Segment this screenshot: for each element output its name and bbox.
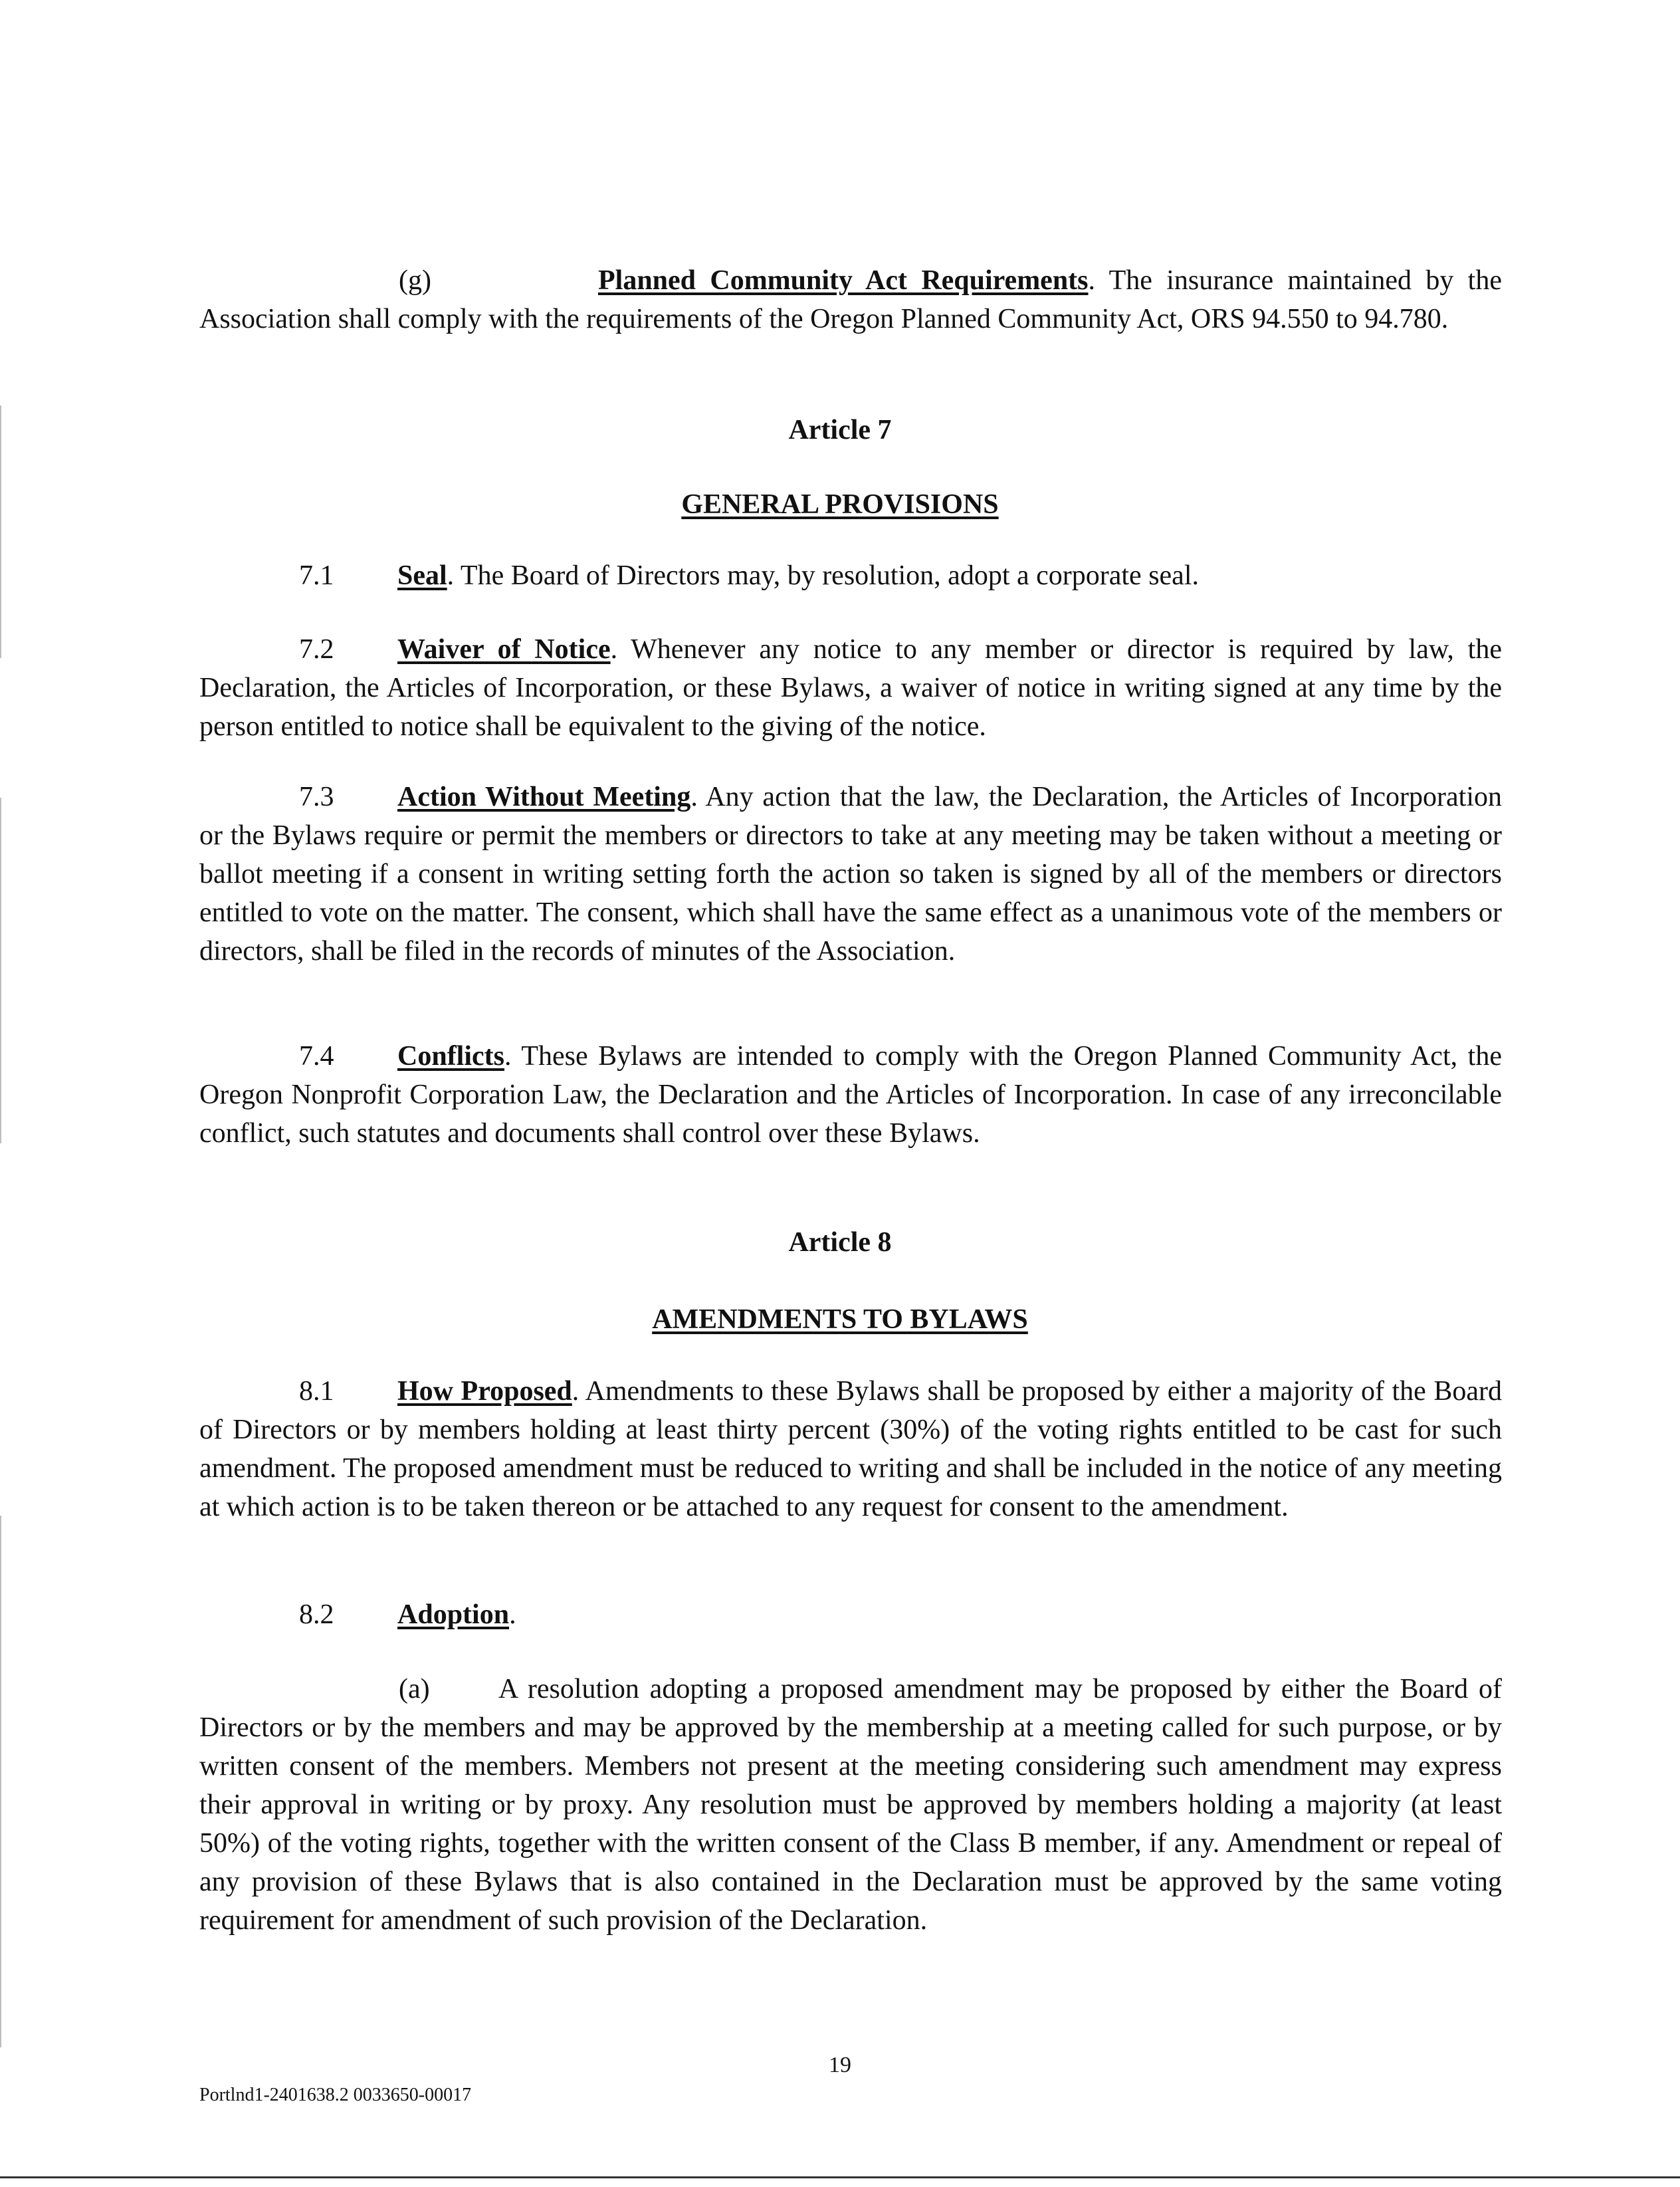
paragraph-g: (g) Planned Community Act Requirements. The insurance maintained by the Association shall comply with the requirements of the Oregon Planned Community Act, ORS 94.550 to 94.780. <box>199 261 1502 338</box>
paragraph-label: (a) <box>399 1674 430 1704</box>
page-number: 19 <box>829 2053 851 2077</box>
section-7-2: 7.2 Waiver of Notice. Whenever any notice to any member or director is required by law, the Declaration, the Articles of Incorporation, or these Bylaws, a waiver of notice in writing signed at any time by the person entitled to notice shall be equivalent to the giving of the notice. <box>199 630 1502 746</box>
section-number: 7.4 <box>299 1041 334 1072</box>
section-heading: Conflicts <box>397 1041 504 1072</box>
scan-edge-mark <box>0 798 1 1143</box>
section-body: These Bylaws are intended to comply with the Oregon Planned Community Act, the Oregon Nonprofit Corporation Law, the Declaration and the Articles of Incorporation. In case of any irreconcilable conflict, such statutes and documents shall control over these Bylaws. <box>199 1041 1502 1149</box>
section-heading: Action Without Meeting <box>397 782 691 812</box>
section-number: 8.2 <box>299 1599 334 1630</box>
section-body: Whenever any notice to any member or director is required by law, the Declaration, the Articles of Incorporation, or these Bylaws, a waiver of notice in writing signed at any time by the person entitled to notice shall be equivalent to the giving of the notice. <box>199 634 1502 742</box>
section-number: 7.1 <box>299 560 334 591</box>
bottom-rule <box>0 2176 1680 2178</box>
section-heading: Adoption <box>397 1599 510 1630</box>
section-7-3: 7.3 Action Without Meeting. Any action that the law, the Declaration, the Articles of Incorporation or the Bylaws require or permit the members or directors to take at any meeting may be taken without a meeting or ballot meeting if a consent in writing setting forth the action so taken is signed by all of the members or directors entitled to vote on the matter. The consent, which shall have the same effect as a unanimous vote of the members or directors, shall be filed in the records of minutes of the Association. <box>199 778 1502 971</box>
section-7-4: 7.4 Conflicts. These Bylaws are intended to comply with the Oregon Planned Community Act, the Oregon Nonprofit Corporation Law, the Declaration and the Articles of Incorporation. In case of any irreconcilable conflict, such statutes and documents shall control over these Bylaws. <box>199 1037 1502 1153</box>
section-7-1: 7.1 Seal. The Board of Directors may, by resolution, adopt a corporate seal. <box>199 556 1502 595</box>
article-8-title: Article 8 <box>788 1227 892 1258</box>
section-8-1: 8.1 How Proposed. Amendments to these Bylaws shall be proposed by either a majority of the Board of Directors or by members holding at least thirty percent (30%) of the voting rights entitled to be cast for such amendment. The proposed amendment must be reduced to writing and shall be included in the notice of any meeting at which action is to be taken thereon or be attached to any request for consent to the amendment. <box>199 1372 1502 1526</box>
article-7-subtitle: GENERAL PROVISIONS <box>681 489 999 520</box>
paragraph-label: (g) <box>399 265 431 296</box>
section-heading: Waiver of Notice <box>397 634 611 665</box>
section-body: Amendments to these Bylaws shall be proposed by either a majority of the Board of Directors or by members holding at least thirty percent (30%) of the voting rights entitled to be cast for such amendment. The proposed amendment must be reduced to writing and shall be included in the notice of any meeting at which action is to be taken thereon or be attached to any request for consent to the amendment. <box>199 1376 1502 1522</box>
section-8-2: 8.2 Adoption. <box>199 1595 1502 1634</box>
document-id: Portlnd1-2401638.2 0033650-00017 <box>199 2085 472 2105</box>
section-body: The Board of Directors may, by resolution, adopt a corporate seal. <box>460 560 1199 591</box>
section-body: Any action that the law, the Declaration, the Articles of Incorporation or the Bylaws require or permit the members or directors to take at any meeting may be taken without a meeting or ballot meeting if a consent in writing setting forth the action so taken is signed by all of the members or directors entitled to vote on the matter. The consent, which shall have the same effect as a unanimous vote of the members or directors, shall be filed in the records of minutes of the Association. <box>199 782 1503 967</box>
article-7-title: Article 7 <box>788 415 892 445</box>
section-number: 7.3 <box>299 782 334 812</box>
paragraph-body: A resolution adopting a proposed amendment may be proposed by either the Board of Directors or by the members and may be approved by the membership at a meeting called for such purpose, or by written consent of the members. Members not present at the meeting considering such amendment may express their approval in writing or by proxy. Any resolution must be approved by members holding a majority (at least 50%) of the voting rights, together with the written consent of the Class B member, if any. Amendment or repeal of any provision of these Bylaws that is also contained in the Declaration must be approved by the same voting requirement for amendment of such provision of the Declaration. <box>199 1674 1502 1936</box>
article-8-subtitle: AMENDMENTS TO BYLAWS <box>652 1304 1028 1335</box>
section-number: 8.1 <box>299 1376 334 1407</box>
section-number: 7.2 <box>299 634 334 665</box>
section-heading: How Proposed <box>397 1376 572 1407</box>
section-8-2-a <box>199 1670 1502 1940</box>
scan-edge-mark <box>0 1516 1 2047</box>
paragraph-body: The insurance maintained by the Association shall comply with the requirements of the Oregon Planned Community Act, ORS 94.550 to 94.780. <box>199 265 1502 334</box>
section-heading: Seal <box>397 560 447 591</box>
paragraph-heading: Planned Community Act Requirements <box>598 265 1089 296</box>
